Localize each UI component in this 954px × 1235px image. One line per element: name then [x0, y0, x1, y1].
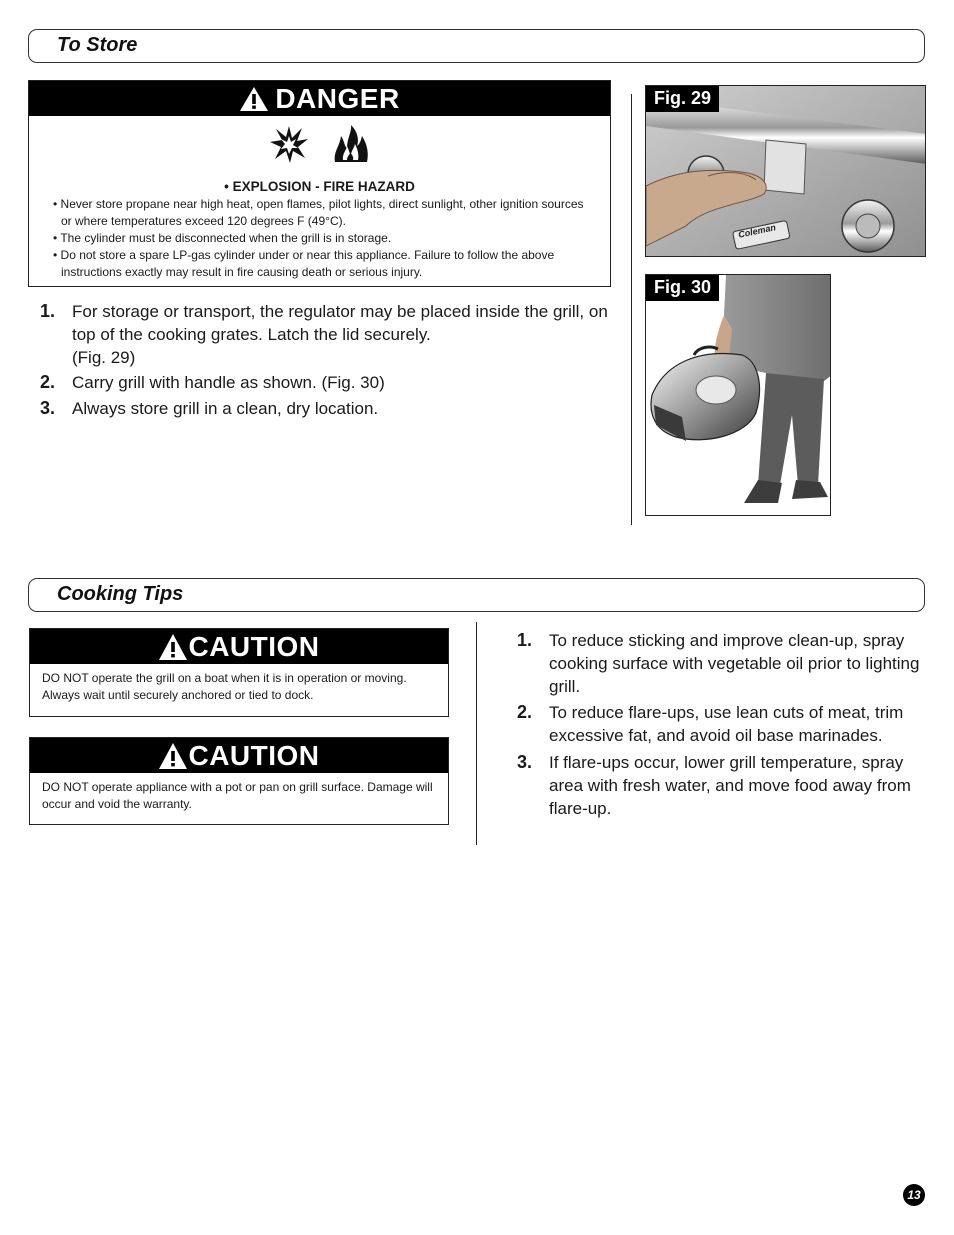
step-number: 1.: [40, 301, 56, 321]
list-item: [517, 751, 927, 820]
step-text: Carry grill with handle as shown. (Fig. 30): [72, 373, 385, 392]
figure-label: Fig. 30: [646, 275, 719, 301]
list-item: [40, 371, 610, 394]
section-header-cooking-tips: Cooking Tips: [28, 578, 925, 612]
danger-bullet: • The cylinder must be disconnected when the grill is in storage.: [53, 231, 392, 245]
caution-text: DO NOT operate the grill on a boat when it is in operation or moving. Always wait until securely anchored or tied to dock.: [42, 671, 407, 702]
figure-30: [645, 274, 831, 516]
store-steps-list: [40, 300, 610, 420]
person-carrying-grill-photo: [646, 275, 831, 516]
step-text: To reduce flare-ups, use lean cuts of meat, trim excessive fat, and avoid oil base marinades.: [549, 703, 904, 745]
danger-bullet: • Do not store a spare LP-gas cylinder under or near this appliance. Failure to follow the above instructions exactly may result in fire causing death or serious injury.: [53, 248, 555, 279]
figure-label: Fig. 29: [646, 86, 719, 112]
warning-triangle-icon: [158, 633, 188, 661]
explosion-icon: [269, 124, 309, 164]
page-number: 13: [903, 1184, 925, 1206]
cooking-steps-list: [517, 629, 927, 820]
step-text: If flare-ups occur, lower grill temperature, spray area with fresh water, and move food away from flare-up.: [549, 753, 911, 818]
step-figure-ref: (Fig. 29): [72, 348, 136, 367]
step-text: Always store grill in a clean, dry location.: [72, 399, 379, 418]
caution-label: CAUTION: [188, 739, 320, 771]
coleman-brand-label: Coleman: [737, 222, 777, 240]
column-divider: [476, 622, 477, 845]
danger-label: DANGER: [275, 82, 400, 114]
hazard-icons: [29, 124, 610, 164]
section-header-to-store: To Store: [28, 29, 925, 63]
step-number: 3.: [517, 752, 533, 772]
step-text: To reduce sticking and improve clean-up, spray cooking surface with vegetable oil prior to lighting grill.: [549, 631, 920, 696]
step-text: For storage or transport, the regulator may be placed inside the grill, on top of the cooking grates. Latch the lid securely.: [72, 302, 608, 344]
caution-box: [29, 737, 449, 825]
caution-banner: [30, 629, 448, 664]
caution-banner: [30, 738, 448, 773]
list-item: [517, 701, 927, 747]
list-item: [40, 397, 610, 420]
danger-bullet-list: [53, 196, 586, 281]
step-number: 1.: [517, 630, 533, 650]
danger-banner: [29, 81, 610, 116]
warning-triangle-icon: [239, 86, 269, 112]
warning-triangle-icon: [158, 742, 188, 770]
danger-warning-box: [28, 80, 611, 287]
caution-box: [29, 628, 449, 717]
column-divider: [631, 94, 632, 525]
step-number: 2.: [40, 372, 56, 392]
hazard-title: • EXPLOSION - FIRE HAZARD: [224, 179, 415, 194]
caution-text: DO NOT operate appliance with a pot or pan on grill surface. Damage will occur and void the warranty.: [42, 780, 433, 811]
figure-29: [645, 85, 926, 257]
list-item: [40, 300, 610, 369]
step-number: 2.: [517, 702, 533, 722]
fire-icon: [331, 124, 371, 164]
caution-label: CAUTION: [188, 630, 320, 662]
step-number: 3.: [40, 398, 56, 418]
danger-bullet: • Never store propane near high heat, open flames, pilot lights, direct sunlight, other ignition sources or where temperatures exceed 120 degrees F (49°C).: [53, 197, 584, 228]
list-item: [517, 629, 927, 698]
